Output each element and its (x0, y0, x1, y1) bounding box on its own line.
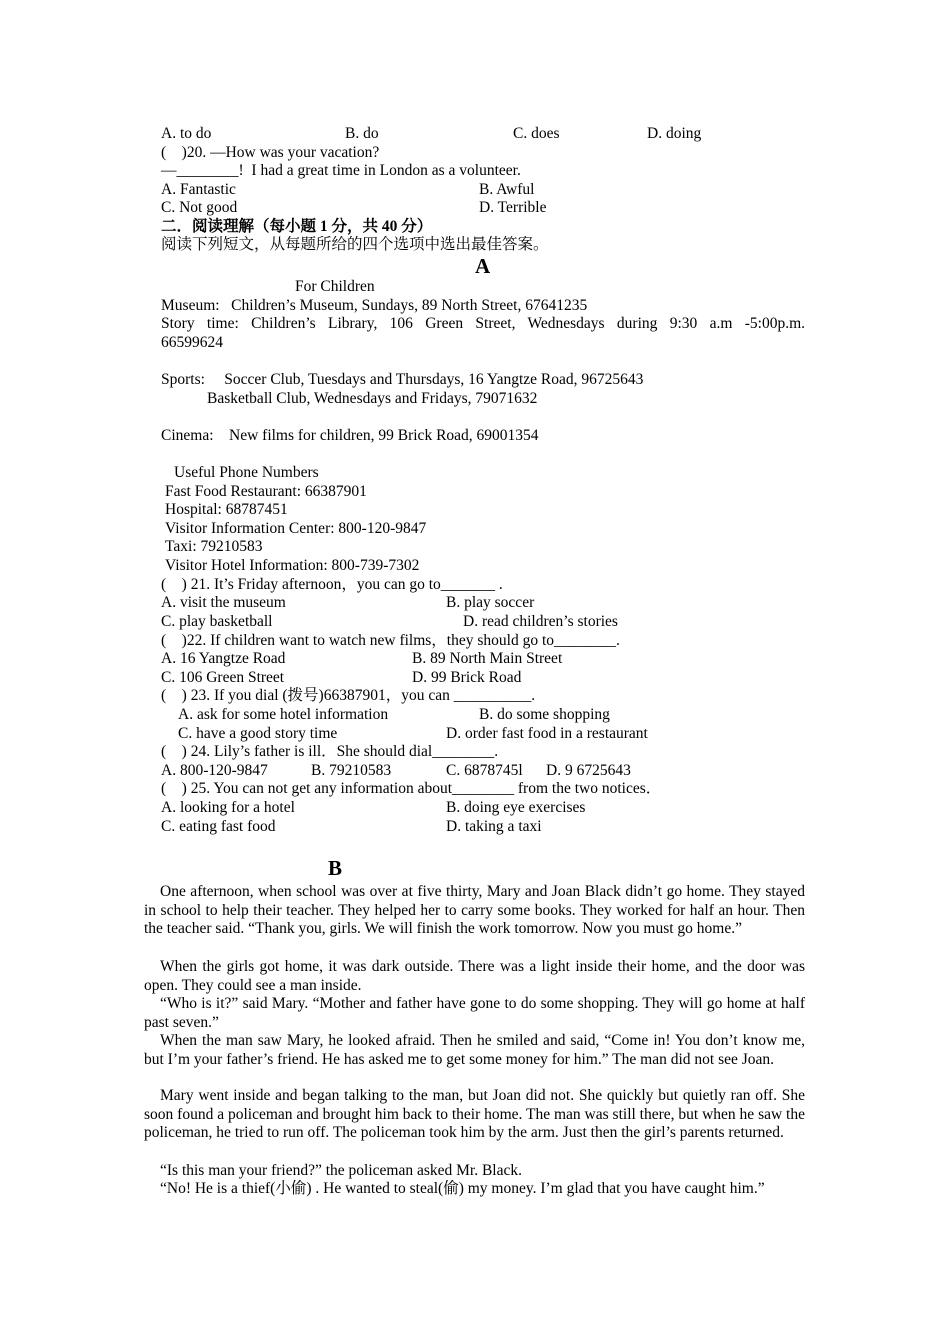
story-time-phone: 66599624 (161, 334, 223, 351)
passage-b-letter: B (328, 856, 343, 880)
q25-stem: ( ) 25. You can not get any information about________ from the two notices． (161, 780, 662, 797)
passage-b-paragraph: “No! He is a thief(小偷) . He wanted to steal(偷) my money. I’m glad that you have caught him.” (160, 1180, 765, 1197)
q21-option-b: B. play soccer (446, 594, 535, 611)
phone-fast-food: Fast Food Restaurant: 66387901 (165, 483, 367, 500)
q25-option-b: B. doing eye exercises (446, 799, 586, 816)
q19-option-a: A. to do (161, 125, 212, 142)
q20-reply: —________! I had a great time in London as a volunteer. (161, 162, 521, 179)
passage-a-letter: A (475, 254, 491, 278)
q19-option-c: C. does (513, 125, 560, 142)
q22-option-d: D. 99 Brick Road (412, 669, 522, 686)
passage-b-paragraph: “Who is it?” said Mary. “Mother and father have gone to do some shopping. They will go home at half past seven.” (144, 995, 805, 1031)
passage-b-paragraph: Mary went inside and began talking to the man, but Joan did not. She quickly but quietly ran off. She soon found a policeman and brought him back to their home. The man was still there, but when he saw the policeman, he tried to run off. The policeman took him by the arm. Just then the girl’s parents returned. (144, 1087, 805, 1142)
cinema-line: Cinema: New films for children, 99 Brick Road, 69001354 (161, 427, 539, 444)
section-instruction: 阅读下列短文，从每题所给的四个选项中选出最佳答案。 (161, 236, 549, 253)
museum-line: Museum: Children’s Museum, Sundays, 89 North Street, 67641235 (161, 297, 588, 314)
q20-option-c: C. Not good (161, 199, 238, 216)
q24-option-a: A. 800-120-9847 (161, 762, 268, 779)
story-time-line: Story time: Children’s Library, 106 Green Street, Wednesdays during 9:30 a.m -5:00p.m. (161, 315, 805, 332)
passage-a-title: For Children (295, 278, 375, 295)
q22-option-c: C. 106 Green Street (161, 669, 285, 686)
q22-option-b: B. 89 North Main Street (412, 650, 563, 667)
q23-stem: ( ) 23. If you dial (拨号)66387901，you can __________. (161, 687, 536, 704)
phone-visitor-center: Visitor Information Center: 800-120-9847 (165, 520, 427, 537)
q24-stem: ( ) 24. Lily’s father is ill．She should dial________. (161, 743, 499, 760)
q19-option-b: B. do (345, 125, 379, 142)
q24-option-d: D. 9 6725643 (546, 762, 631, 779)
q22-option-a: A. 16 Yangtze Road (161, 650, 286, 667)
q21-stem: ( ) 21. It’s Friday afternoon，you can go to_______ . (161, 576, 503, 593)
passage-b-paragraph: “Is this man your friend?” the policeman asked Mr. Black. (160, 1162, 522, 1179)
q24-option-c: C. 6878745l (446, 762, 523, 779)
q24-option-b: B. 79210583 (311, 762, 392, 779)
basketball-line: Basketball Club, Wednesdays and Fridays, 79071632 (207, 390, 538, 407)
q22-stem: ( )22. If children want to watch new films，they should go to________. (161, 632, 620, 649)
phones-title: Useful Phone Numbers (174, 464, 319, 481)
sports-line: Sports: Soccer Club, Tuesdays and Thursdays, 16 Yangtze Road, 96725643 (161, 371, 644, 388)
q25-option-a: A. looking for a hotel (161, 799, 295, 816)
phone-hotel: Visitor Hotel Information: 800-739-7302 (165, 557, 420, 574)
q23-option-a: A. ask for some hotel information (178, 706, 389, 723)
q23-option-b: B. do some shopping (479, 706, 610, 723)
q23-option-c: C. have a good story time (178, 725, 338, 742)
q21-option-c: C. play basketball (161, 613, 273, 630)
section-heading: 二．阅读理解（每小题 1 分，共 40 分） (161, 218, 433, 235)
q25-option-d: D. taking a taxi (446, 818, 542, 835)
q20-stem: ( )20. —How was your vacation? (161, 144, 380, 161)
passage-b-paragraph: One afternoon, when school was over at five thirty, Mary and Joan Black didn’t go home. They stayed in school to help their teacher. They helped her to carry some books. They worked for half an hour. Then the teacher said. “Thank you, girls. We will finish the work tomorrow. Now you must go home.” (144, 883, 805, 938)
q21-option-d: D. read children’s stories (463, 613, 618, 630)
q20-option-a: A. Fantastic (161, 181, 236, 198)
q23-option-d: D. order fast food in a restaurant (446, 725, 648, 742)
q19-option-d: D. doing (647, 125, 702, 142)
q20-option-d: D. Terrible (479, 199, 547, 216)
q25-option-c: C. eating fast food (161, 818, 276, 835)
phone-hospital: Hospital: 68787451 (165, 501, 288, 518)
q21-option-a: A. visit the museum (161, 594, 286, 611)
phone-taxi: Taxi: 79210583 (165, 538, 263, 555)
q20-option-b: B. Awful (479, 181, 535, 198)
passage-b-paragraph: When the girls got home, it was dark outside. There was a light inside their home, and the door was open. They could see a man inside. (144, 958, 805, 994)
passage-b-paragraph: When the man saw Mary, he looked afraid. Then he smiled and said, “Come in! You don’t know me, but I’m your father’s friend. He has asked me to get some money for him.” The man did not see Joan. (144, 1032, 805, 1068)
